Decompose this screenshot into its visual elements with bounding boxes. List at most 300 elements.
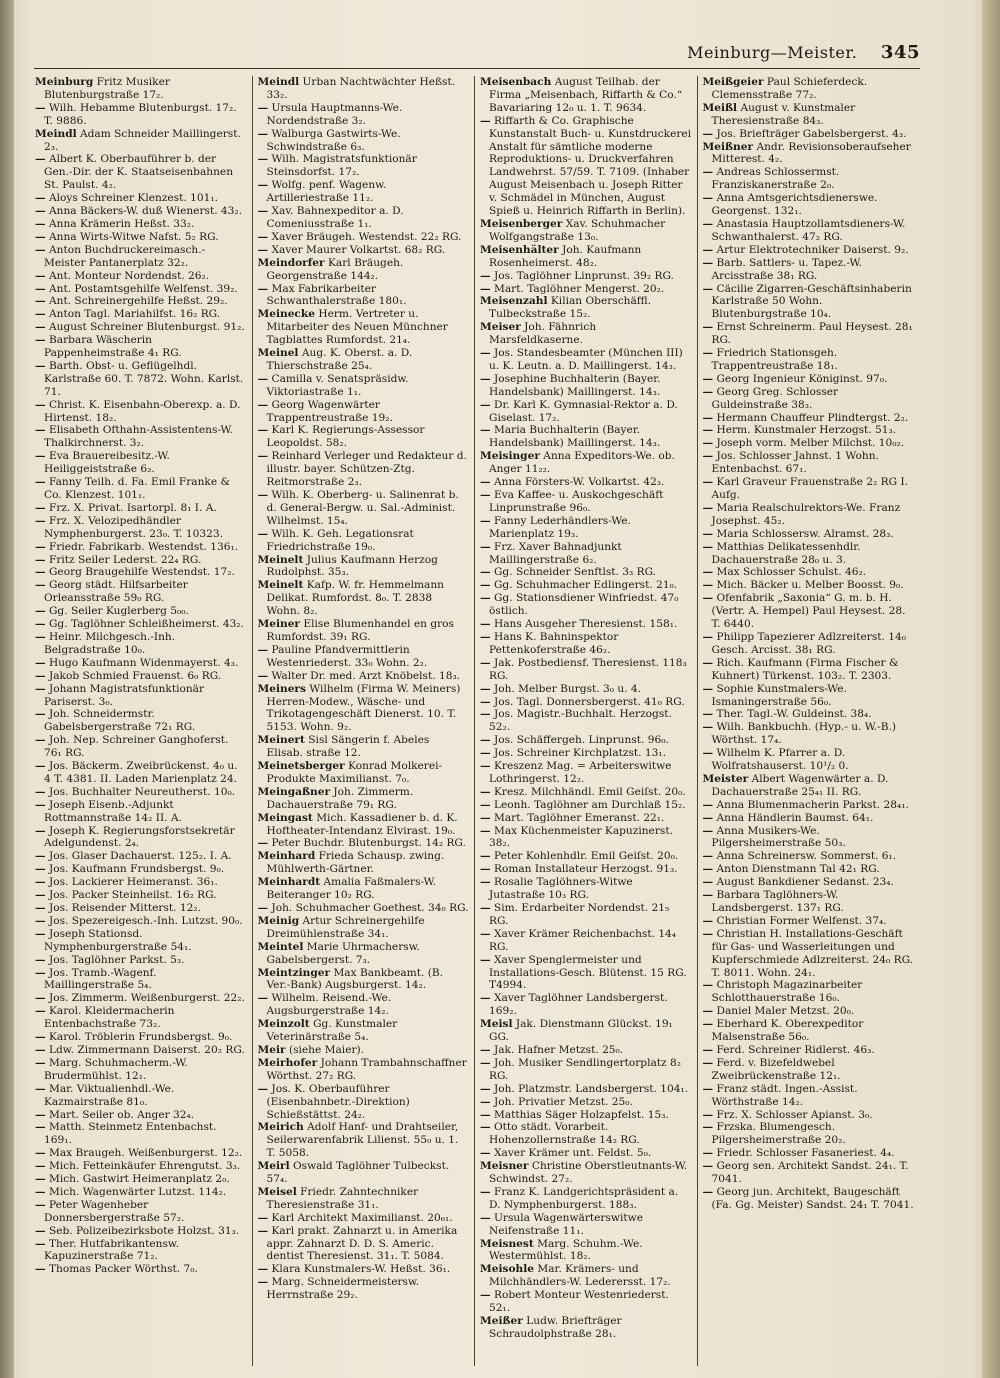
directory-entry — [258, 153, 470, 179]
entry-details: Ursula Hauptmanns-We. Nordendstraße 3₂. — [266, 101, 403, 127]
directory-entry — [480, 115, 692, 218]
directory-entry — [258, 424, 470, 450]
entry-details: Joh. Melber Burgst. 3₀ u. 4. — [493, 682, 642, 695]
entry-details: Jos. Zimmerm. Weißenburgerst. 22₂. — [48, 992, 245, 1005]
entry-details: Joh. Platzmstr. Landsbergerst. 104₁. — [493, 1082, 689, 1095]
directory-entry — [480, 683, 692, 696]
entry-surname: — — [35, 618, 46, 631]
entry-details: Joh. Nep. Schreiner Ganghoferst. 76₁ RG. — [44, 734, 229, 760]
directory-entry — [258, 1121, 470, 1160]
directory-entry — [480, 734, 692, 747]
directory-entry — [258, 76, 470, 102]
directory-entry — [35, 889, 247, 902]
directory-entry — [480, 1186, 692, 1212]
entry-details: Frzska. Blumengesch. Pilgersheimerstraße 20₂. — [711, 1121, 846, 1147]
entry-surname: — — [702, 411, 714, 424]
entry-details: Fritz Seiler Lederst. 22₄ RG. — [48, 553, 202, 566]
directory-entry — [703, 579, 916, 592]
entry-surname: — — [480, 424, 491, 437]
directory-entry — [480, 863, 692, 876]
entry-details: Seb. Polizeibezirksbote Holzst. 31₃. — [48, 1224, 240, 1237]
entry-surname: — — [35, 927, 46, 940]
entry-surname: — — [702, 372, 714, 385]
entry-surname: — — [35, 476, 46, 489]
entry-surname: — — [257, 902, 269, 914]
entry-details: Jos. Briefträger Gabelsbergerst. 4₃. — [716, 127, 907, 140]
entry-details: Marg. Schneidermeistersw. Herrnstraße 29₂. — [266, 1276, 420, 1302]
directory-entry — [35, 192, 247, 205]
entry-details: Georg jun. Architekt, Baugeschäft (Fa. Gg. Meister) Sandst. 24₁ T. 7041. — [711, 1185, 914, 1211]
entry-surname: — — [257, 837, 269, 850]
directory-entry — [480, 1160, 692, 1186]
entry-surname: — — [480, 747, 491, 760]
page-edge — [982, 0, 1000, 1378]
directory-entry — [35, 554, 247, 567]
directory-entry — [703, 799, 916, 812]
directory-entry — [703, 141, 916, 167]
directory-entry — [35, 295, 247, 308]
directory-entry — [703, 747, 916, 773]
entry-surname: — — [35, 1121, 46, 1134]
entry-surname: — — [702, 282, 714, 295]
entry-details: Hans Ausgeher Theresienst. 158₁. — [493, 618, 678, 631]
entry-surname: — — [35, 579, 46, 592]
directory-entry — [35, 218, 247, 231]
entry-surname: — — [702, 1185, 714, 1198]
directory-entry — [480, 708, 692, 734]
entry-details: Jos. Schlosser Jahnst. 1 Wohn. Entenbachst. 67₁. — [711, 450, 879, 476]
entry-surname: — — [35, 1224, 46, 1237]
entry-surname: — — [257, 1224, 269, 1237]
directory-entry — [480, 1263, 692, 1289]
entry-details: Georg Ingenieur Königinst. 97₀. — [716, 372, 888, 385]
entry-details: Karl prakt. Zahnarzt u. in Amerika appr. Zahnarzt D. D. S. Americ. dentist Theresienst. 31₁. T. 5084. — [266, 1224, 458, 1263]
entry-surname: — — [257, 527, 269, 540]
entry-surname: Meinetsberger — [257, 760, 345, 773]
entry-details: Dr. Karl K. Gymnasial-Rektor a. D. Giselast. 17₂. — [489, 398, 678, 424]
entry-surname: — — [702, 1160, 714, 1173]
entry-surname: — — [702, 747, 714, 760]
directory-entry — [35, 502, 247, 515]
directory-entry — [35, 1186, 247, 1199]
directory-entry — [35, 76, 247, 102]
entry-surname: — — [35, 1005, 46, 1018]
entry-details: Jos. Taglöhner Linprunst. 39₂ RG. — [493, 269, 674, 282]
entry-surname: Meisinger — [480, 450, 540, 463]
entry-surname: Meißer — [480, 1315, 523, 1327]
directory-entry — [258, 102, 470, 128]
directory-entry — [480, 657, 692, 683]
directory-entry — [703, 76, 916, 102]
entry-details: Jak. Hafner Metzst. 25₀. — [493, 1043, 624, 1056]
entry-surname: — — [35, 359, 46, 372]
entry-surname: — — [35, 1108, 46, 1121]
entry-details: Jos. Tagl. Donnersbergerst. 41₀ RG. — [493, 695, 685, 708]
entry-details: Georg Braugehilfe Westendst. 17₂. — [48, 566, 235, 579]
entry-surname: — — [702, 217, 714, 230]
entry-details: Anna Blumenmacherin Parkst. 28₄₁. — [716, 798, 909, 811]
entry-surname: — — [257, 127, 269, 140]
directory-entry — [703, 1186, 916, 1212]
directory-entry — [703, 1160, 916, 1186]
directory-entry — [258, 450, 470, 489]
entry-details: Johann Trambahnschaffner Wörthst. 27₂ RG. — [266, 1056, 467, 1082]
page-number: 345 — [880, 42, 920, 63]
entry-details: Wilh. Bankbuchh. (Hyp.- u. W.-B.) Wörthst. 17₄. — [711, 721, 897, 747]
entry-details: Jos. Buchhalter Neureutherst. 10₀. — [48, 785, 236, 798]
entry-surname: Meißl — [702, 101, 738, 114]
entry-surname: — — [702, 321, 714, 334]
directory-entry — [35, 954, 247, 967]
directory-entry — [258, 179, 470, 205]
entry-details: Sim. Erdarbeiter Nordendst. 21₅ RG. — [489, 902, 670, 927]
entry-surname: Meirhofer — [257, 1056, 318, 1069]
entry-details: Joseph Eisenb.-Adjunkt Rottmannstraße 14₂ II. A. — [44, 798, 182, 824]
entry-surname: — — [257, 1211, 269, 1224]
entry-surname: Meindorfer — [257, 256, 325, 269]
entry-details: Kilian Oberschäffl. Tulbeckstraße 15₂. — [489, 295, 652, 321]
entry-details: Wilh. Hebamme Blutenburgst. 17₂. T. 9886. — [44, 101, 237, 127]
directory-entry — [480, 1057, 692, 1083]
directory-entry — [703, 424, 916, 437]
entry-details: Anna Amtsgerichtsdienerswe. Georgenst. 132₁. — [711, 192, 878, 218]
entry-surname: — — [257, 643, 269, 656]
directory-entry — [258, 760, 470, 786]
entry-surname: — — [480, 1095, 491, 1108]
entry-surname: — — [480, 1121, 491, 1134]
directory-entry — [703, 450, 916, 476]
directory-entry — [258, 347, 470, 373]
entry-surname: — — [702, 127, 714, 140]
entry-surname: — — [480, 1043, 491, 1056]
entry-details: Ferd. v. Bizefeldwebel Zweibrückenstraße 12₁. — [711, 1056, 841, 1082]
directory-entry — [480, 954, 692, 993]
directory-entry — [35, 1263, 247, 1276]
directory-entry — [480, 1083, 692, 1096]
entry-surname: — — [480, 798, 491, 811]
directory-entry — [480, 812, 692, 825]
directory-entry — [480, 1096, 692, 1109]
entry-surname: — — [35, 708, 46, 721]
directory-entry — [35, 244, 247, 270]
directory-entry — [35, 1238, 247, 1264]
directory-entry — [703, 915, 916, 928]
entry-surname: — — [480, 760, 491, 773]
entry-details: Frieda Schausp. zwing. Mühlwerth-Gärtner. — [266, 850, 445, 876]
entry-details: Klara Kunstmalers-W. Heßst. 36₁. — [271, 1263, 451, 1276]
directory-entry — [480, 992, 692, 1018]
entry-details: Elisabeth Ofthahn-Assistentens-W. Thalkirchnerst. 3₂. — [44, 424, 233, 450]
directory-entry — [480, 850, 692, 863]
entry-details: Gg. Stationsdiener Winfriedst. 47₀ östlich. — [489, 592, 679, 618]
directory-entry — [703, 592, 916, 631]
directory-entry — [35, 515, 247, 541]
entry-details: Roman Installateur Herzogst. 91₃. — [493, 863, 678, 876]
entry-details: Mich. Bäcker u. Melber Boosst. 9₀. — [716, 579, 904, 592]
directory-entry — [480, 1289, 692, 1315]
entry-surname: — — [480, 992, 491, 1005]
directory-entry — [35, 1199, 247, 1225]
entry-details: Joseph K. Regierungsforstsekretär Adelgundenst. 2₄. — [44, 824, 235, 850]
directory-entry — [35, 967, 247, 993]
entry-details: Mich. Kassadiener b. d. K. Hoftheater-Intendanz Elvirast. 19₀. — [266, 811, 458, 837]
directory-entry — [35, 270, 247, 283]
directory-entry — [35, 566, 247, 579]
directory-entry — [258, 244, 470, 257]
entry-surname: — — [35, 101, 46, 114]
directory-entry — [35, 1031, 247, 1044]
entry-surname: — — [702, 579, 714, 592]
entry-details: Anastasia Hauptzollamtsdieners-W. Schwanthalerst. 47₂ RG. — [711, 217, 906, 243]
entry-surname: — — [35, 669, 46, 682]
directory-entry — [258, 128, 470, 154]
entry-details: Jos. Tramb.-Wagenf. Maillingerstraße 5₄. — [44, 966, 157, 992]
entry-surname: — — [35, 230, 46, 243]
entry-details: Ant. Schreinergehilfe Heßst. 29₂. — [48, 295, 228, 308]
entry-details: Barbara Wäscherin Pappenheimstraße 4₁ RG. — [44, 334, 182, 360]
running-title: Meinburg—Meister. — [687, 43, 858, 62]
directory-entry — [35, 153, 247, 192]
entry-surname: — — [480, 372, 491, 385]
entry-details: Jos. Kaufmann Frundsbergst. 9₀. — [48, 863, 225, 876]
entry-details: Xaver Maurer Volkartst. 68₂ RG. — [271, 243, 446, 256]
entry-surname: — — [35, 295, 46, 308]
directory-entry — [258, 283, 470, 309]
entry-surname: Meisenzahl — [480, 295, 548, 308]
directory-entry — [35, 631, 247, 657]
directory-entry — [480, 76, 692, 115]
entry-surname: — — [480, 824, 491, 837]
directory-entry — [35, 992, 247, 1005]
directory-entry — [480, 799, 692, 812]
entry-details: Frz. X. Privat. Isartorpl. 8₁ I. A. — [48, 501, 217, 514]
directory-entry — [35, 231, 247, 244]
directory-entry — [258, 683, 470, 735]
entry-details: Matth. Steinmetz Entenbachst. 169₁. — [44, 1121, 217, 1147]
entry-surname: — — [702, 166, 714, 179]
entry-details: Mich. Wagenwärter Lutzst. 114₂. — [48, 1185, 227, 1198]
directory-entry — [703, 218, 916, 244]
page-gutter — [0, 0, 14, 1378]
entry-details: Paul Schieferdeck. Clemensstraße 77₂. — [711, 76, 868, 101]
directory-entry — [258, 257, 470, 283]
entry-surname: — — [702, 656, 714, 669]
directory-entry — [35, 825, 247, 851]
entry-surname: — — [257, 282, 269, 295]
entry-details: Hermann Chauffeur Plindtergst. 2₂. — [716, 411, 909, 424]
entry-details: Riffarth & Co. Graphische Kunstanstalt Buch- u. Kunstdruckerei Anstalt für sämtliche moderne Reproduktions- u. Druckverfahren Landwehrst. 57/59. T. 7109. (Inhaber August Meisenbach u. Joseph Ritter v. Schmädel in München, August Spieß u. Heinrich Riffarth in Berlin). — [489, 114, 692, 218]
entry-surname: — — [702, 1043, 714, 1056]
directory-entry — [480, 579, 692, 592]
directory-entry — [258, 205, 470, 231]
directory-entry — [258, 1044, 470, 1057]
entry-details: Rich. Kaufmann (Firma Fischer & Kuhnert) Türkenst. 103₂. T. 2303. — [711, 656, 899, 682]
entry-surname: Meisel — [257, 1185, 297, 1198]
directory-entry — [35, 605, 247, 618]
entry-details: Sophie Kunstmalers-We. Ismaningerstraße 56₀. — [711, 682, 847, 708]
entry-surname: Meingaßner — [257, 785, 331, 798]
directory-entry — [35, 424, 247, 450]
directory-entry — [480, 541, 692, 567]
directory-entry — [258, 734, 470, 760]
directory-entry — [480, 347, 692, 373]
entry-details: Mar. Viktualienhdl.-We. Kazmairstraße 81₀. — [44, 1082, 175, 1108]
entry-surname: — — [257, 230, 269, 243]
entry-details: Albert K. Oberbauführer b. der Gen.-Dir. der K. Staatseisenbahnen St. Paulst. 4₂. — [44, 153, 234, 192]
entry-details: Jak. Dienstmann Glückst. 19₁ GG. — [489, 1018, 673, 1044]
entry-details: Hans K. Bahninspektor Pettenkoferstraße 46₂. — [489, 630, 619, 656]
entry-surname: — — [35, 1056, 46, 1069]
entry-surname: — — [480, 618, 491, 631]
entry-details: Walburga Gastwirts-We. Schwindstraße 6₃. — [266, 127, 401, 153]
entry-surname: — — [35, 450, 46, 463]
entry-surname: — — [35, 682, 46, 695]
entry-details: Joseph vorm. Melber Milchst. 10₀₂. — [716, 437, 905, 450]
directory-entry — [258, 941, 470, 967]
entry-surname: — — [35, 992, 46, 1005]
directory-entry — [258, 670, 470, 683]
entry-details: Jos. K. Oberbauführer (Eisenbahnbetr.-Direktion) Schießstättst. 24₂. — [266, 1082, 410, 1121]
directory-entry — [35, 1147, 247, 1160]
directory-entry — [258, 786, 470, 812]
directory-entry — [703, 1018, 916, 1044]
entry-details: Wilh. K. Geh. Legationsrat Friedrichstraße 19₀. — [266, 527, 414, 553]
entry-details: Aug. K. Oberst. a. D. Thierschstraße 25₄. — [266, 347, 413, 372]
entry-surname: — — [702, 811, 714, 824]
entry-surname: — — [480, 876, 491, 889]
entry-details: Xav. Bahnexpeditor a. D. Comeniusstraße 1₁. — [266, 205, 404, 230]
entry-details: Anna Krämerin Heßst. 33₂. — [48, 217, 195, 230]
entry-surname: — — [35, 953, 46, 966]
directory-entry — [35, 476, 247, 502]
entry-details: Max Küchenmeister Kapuzinerst. 38₂. — [489, 824, 673, 850]
entry-surname: — — [702, 630, 714, 643]
entry-surname: — — [702, 243, 714, 256]
directory-entry — [258, 1057, 470, 1083]
entry-details: Karl Architekt Maximilianst. 20₆₁. — [271, 1211, 453, 1224]
entry-surname: Meingast — [257, 811, 313, 824]
entry-surname: Meister — [702, 772, 749, 785]
entry-details: Andreas Schlossermst. Franziskanerstraße 2₀. — [711, 166, 840, 192]
entry-surname: — — [702, 979, 714, 992]
entry-surname: — — [257, 489, 269, 501]
entry-surname: Meißgeier — [702, 76, 764, 88]
entry-surname: — — [35, 966, 46, 979]
entry-details: Herm. Vertreter u. Mitarbeiter des Neuen Münchner Tagblattes Rumfordst. 21₄. — [266, 308, 448, 347]
entry-surname: — — [35, 605, 46, 618]
entry-surname: — — [35, 540, 46, 553]
entry-surname: Meindl — [35, 127, 77, 140]
entry-details: Adolf Hanf- und Drahtseiler, Seilerwarenfabrik Lilienst. 55₀ u. 1. T. 5058. — [266, 1121, 459, 1160]
entry-details: August Bankdiener Sedanst. 23₄. — [716, 876, 894, 889]
entry-details: Max Braugeh. Weißenburgerst. 12₂. — [48, 1147, 243, 1160]
entry-details: Anna Wirts-Witwe Nafst. 5₂ RG. — [48, 230, 219, 243]
entry-surname: — — [702, 1018, 714, 1031]
directory-entry — [258, 902, 470, 915]
entry-surname: — — [257, 205, 269, 218]
entry-details: Leonh. Taglöhner am Durchlaß 15₂. — [493, 798, 686, 811]
directory-entry — [480, 1044, 692, 1057]
entry-details: Mich. Fetteinkäufer Ehrengutst. 3₃. — [48, 1160, 241, 1173]
entry-surname: — — [702, 682, 714, 695]
directory-entry — [703, 1044, 916, 1057]
column-2 — [253, 76, 476, 1366]
entry-surname: — — [480, 850, 491, 863]
directory-entry — [35, 1083, 247, 1109]
entry-details: Artur Elektrotechniker Daiserst. 9₂. — [716, 243, 909, 256]
directory-entry — [35, 928, 247, 954]
directory-entry — [703, 1005, 916, 1018]
entry-details: Xaver Krämer unt. Feldst. 5₀. — [493, 1147, 652, 1160]
entry-details: Anna Musikers-We. Pilgersheimerstraße 50₃. — [711, 824, 846, 850]
directory-entry — [480, 489, 692, 515]
entry-details: Marg. Schuhm.-We. Westermühlst. 18₂. — [489, 1237, 643, 1263]
entry-surname: — — [702, 1147, 714, 1160]
entry-details: Frz. X. Velozipedhändler Nymphenburgerst. 23₀. T. 10323. — [44, 514, 223, 540]
entry-details: Mar. Krämers- und Milchhändlers-W. Lederersst. 17₂. — [489, 1263, 671, 1289]
directory-entry — [480, 373, 692, 399]
entry-details: Gg. Kunstmaler Veterinärstraße 5₄. — [266, 1018, 398, 1044]
entry-surname: — — [702, 1005, 714, 1018]
directory-entry — [35, 308, 247, 321]
entry-details: Anton Tagl. Mariahilfst. 16₂ RG. — [48, 308, 221, 321]
directory-entry — [258, 967, 470, 993]
directory-entry — [703, 928, 916, 980]
entry-details: Christian Former Welfenst. 37₄. — [716, 914, 887, 927]
entry-surname: — — [480, 566, 491, 579]
entry-details: Anton Buchdruckereimasch.-Meister Pantanerplatz 32₂. — [44, 243, 206, 269]
directory-entry — [480, 218, 692, 244]
directory-entry — [703, 979, 916, 1005]
entry-details: Wolfg. penf. Wagenw. Artilleriestraße 11₂. — [266, 179, 387, 205]
entry-surname: — — [35, 785, 46, 798]
entry-details: Xav. Schuhmacher Wolfgangstraße 13₀. — [489, 217, 666, 243]
entry-details: Albert Wagenwärter a. D. Dachauerstraße 25₄₁ II. RG. — [711, 772, 889, 798]
entry-details: Xaver Krämer Reichenbachst. 14₄ RG. — [489, 927, 677, 953]
entry-surname: — — [480, 682, 491, 695]
entry-surname: — — [257, 669, 269, 682]
directory-entry — [703, 708, 916, 721]
directory-entry — [258, 1225, 470, 1264]
directory-entry — [480, 476, 692, 489]
entry-surname: — — [257, 101, 269, 114]
entry-surname: — — [480, 902, 491, 914]
entry-surname: Meindl — [257, 76, 300, 88]
directory-entry — [35, 321, 247, 334]
entry-details: Gg. Seiler Kuglerberg 5₀₀. — [48, 605, 189, 618]
entry-details: Anna Bäckers-W. duß Wienerst. 43₂. — [48, 205, 243, 218]
directory-entry — [480, 631, 692, 657]
entry-surname: — — [257, 1082, 269, 1095]
entry-surname: — — [35, 1198, 46, 1211]
entry-surname: — — [480, 269, 491, 282]
entry-surname: — — [35, 269, 46, 282]
entry-details: Friedr. Zahntechniker Theresienstraße 31₁. — [266, 1185, 419, 1211]
entry-details: Josephine Buchhalterin (Bayer. Handelsbank) Maillingerst. 14₃. — [489, 372, 661, 398]
directory-entry — [258, 373, 470, 399]
entry-surname: — — [702, 850, 714, 863]
entry-details: Robert Monteur Westenriederst. 52₁. — [489, 1289, 669, 1315]
entry-details: (siehe Maier). — [288, 1043, 365, 1056]
directory-entry — [703, 850, 916, 863]
entry-surname: — — [35, 1185, 46, 1198]
directory-entry — [258, 579, 470, 618]
entry-details: Elise Blumenhandel en gros Rumfordst. 39₁ RG. — [266, 618, 454, 643]
entry-details: Eberhard K. Oberexpeditor Malsenstraße 56₀. — [711, 1018, 864, 1044]
entry-surname: — — [480, 785, 491, 798]
entry-details: Jos. Glaser Dachauerst. 125₂. I. A. — [48, 850, 232, 863]
directory-entry — [703, 889, 916, 915]
